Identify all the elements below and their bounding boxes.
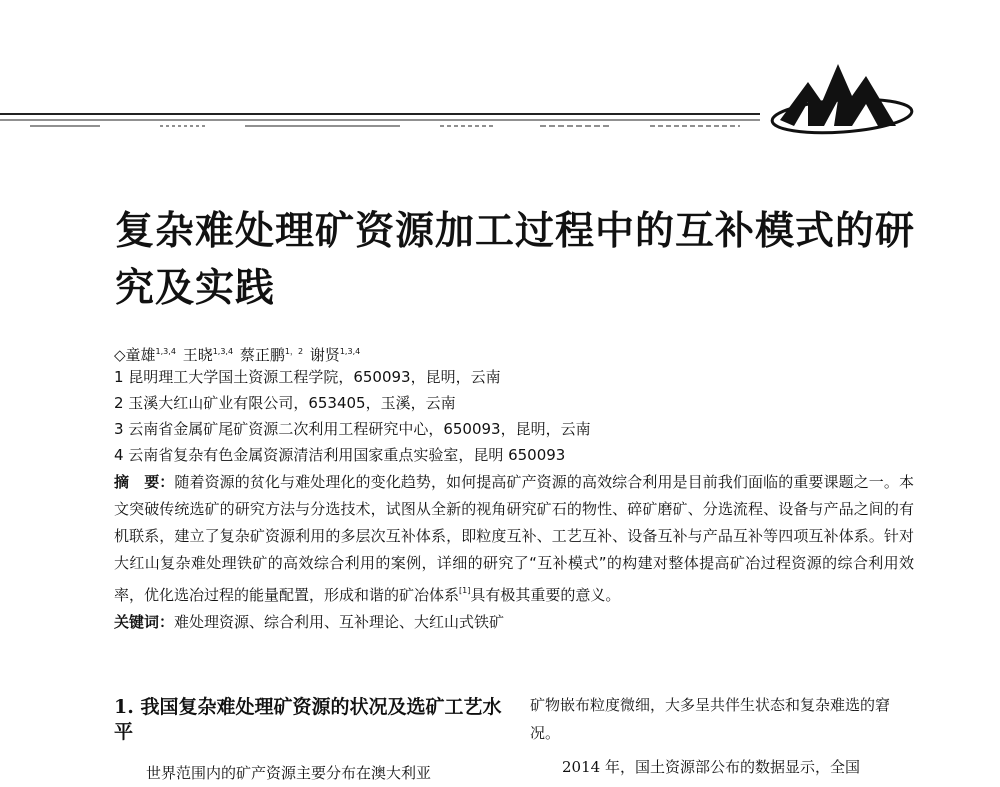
abstract-label: 摘 要：: [114, 473, 175, 491]
abstract-tail: 具有极其重要的意义。: [470, 586, 621, 604]
author-name: 谢贤: [309, 346, 340, 364]
front-matter: [114, 340, 914, 636]
header-rule-lines: [0, 114, 760, 126]
author-affiliation-marker: 1,3,4: [155, 347, 176, 356]
keywords-text: 难处理资源、综合利用、互补理论、大红山式铁矿: [174, 613, 505, 631]
affiliation-1: 1 昆明理工大学国土资源工程学院，650093，昆明，云南: [114, 368, 501, 386]
citation-ref: [1]: [459, 586, 471, 595]
body-paragraph: 世界范围内的矿产资源主要分布在澳大利亚: [146, 764, 432, 782]
body-paragraph: 2014 年，国土资源部公布的数据显示，全国: [562, 758, 860, 776]
affiliation-4: 4 云南省复杂有色金属资源清洁利用国家重点实验室，昆明 650093: [114, 446, 566, 464]
body-paragraph: 矿物嵌布粒度微细，大多呈共伴生状态和复杂难选的窘况。: [530, 696, 891, 742]
author-affiliation-marker: 1，2: [284, 347, 304, 356]
keywords-label: 关键词：: [114, 613, 175, 631]
author-name: ◇童雄: [114, 346, 156, 364]
abstract: [114, 469, 914, 609]
mountain-logo-icon: [771, 64, 913, 137]
keywords: [114, 609, 914, 636]
author-name: 王晓: [182, 346, 213, 364]
author-affiliation-marker: 1,3,4: [339, 347, 361, 356]
left-column: [114, 695, 504, 787]
affiliation-3: 3 云南省金属矿尾矿资源二次利用工程研究中心，650093，昆明，云南: [114, 420, 591, 438]
author-affiliation-marker: 1,3,4: [212, 347, 234, 356]
paper-title: 复杂难处理矿资源加工过程中的互补模式的研究及实践: [115, 209, 916, 311]
author-list: [114, 340, 914, 364]
affiliation-2: 2 玉溪大红山矿业有限公司，653405，玉溪，云南: [114, 394, 456, 412]
author-name: 蔡正鹏: [239, 346, 285, 364]
abstract-text: 随着资源的贫化与难处理化的变化趋势，如何提高矿产资源的高效综合利用是目前我们面临的重要课题之一。本文突破传统选矿的研究方法与分选技术，试图从全新的视角研究矿石的物性、碎矿磨矿、分选流程、设备与产品之间的有机联系，建立了复杂矿资源利用的多层次互补体系，即粒度互补、工艺互补、设备互补与产品互补等四项互补体系。针对大红山复杂难处理铁矿的高效综合利用的案例，详细的研究了“互补模式”的构建对整体提高矿冶过程资源的综合利用效率，优化选冶过程的能量配置，形成和谐的矿冶体系: [114, 473, 914, 604]
journal-header-ornament: [0, 0, 1000, 160]
section-heading: 1. 我国复杂难处理矿资源的状况及选矿工艺水平: [114, 696, 502, 743]
